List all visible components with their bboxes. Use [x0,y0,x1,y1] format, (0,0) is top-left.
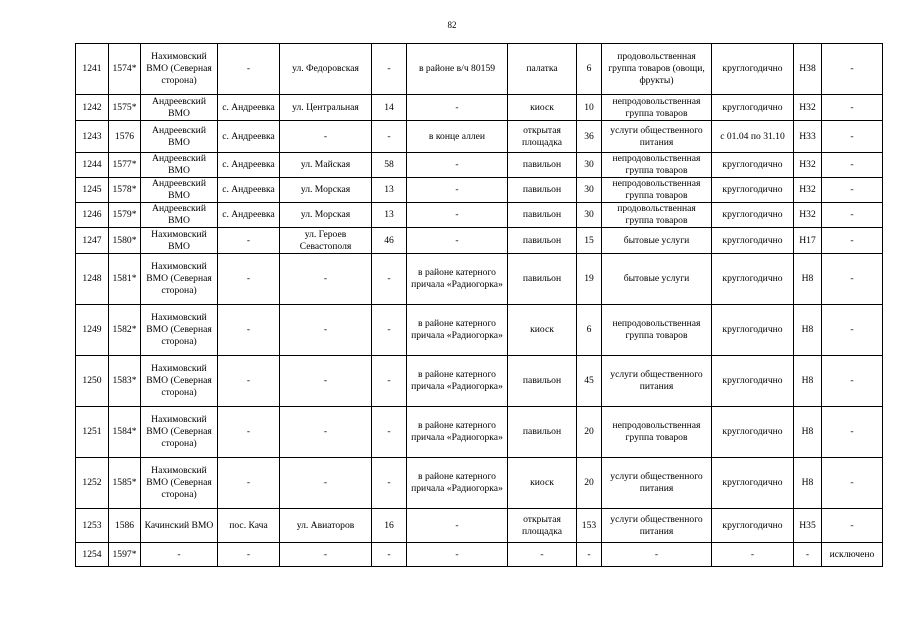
cell-type: - [508,543,577,567]
cell-specialization: услуги общественного питания [602,121,712,153]
table-row [76,44,883,95]
cell-note: - [822,254,883,305]
cell-code: Н33 [794,121,822,153]
cell-street: ул. Морская [280,203,372,228]
cell-settlement: с. Андреевка [218,153,280,178]
cell-period: круглогодично [712,203,794,228]
cell-district: Нахимовский ВМО (Северная сторона) [141,356,218,407]
cell-id: 1584* [109,407,141,458]
cell-num: 1251 [76,407,109,458]
cell-street: - [280,543,372,567]
cell-area: 153 [577,509,602,543]
cell-code: - [794,543,822,567]
cell-code: Н8 [794,305,822,356]
cell-specialization: непродовольственная группа товаров [602,305,712,356]
cell-settlement: с. Андреевка [218,203,280,228]
cell-district: Андреевский ВМО [141,203,218,228]
cell-note: - [822,407,883,458]
cell-landmark: в конце аллеи [407,121,508,153]
cell-house: - [372,121,407,153]
cell-code: Н8 [794,356,822,407]
cell-type: павильон [508,228,577,254]
cell-note: - [822,305,883,356]
cell-area: 19 [577,254,602,305]
cell-id: 1586 [109,509,141,543]
cell-landmark: в районе в/ч 80159 [407,44,508,95]
cell-code: Н32 [794,95,822,121]
cell-period: круглогодично [712,356,794,407]
cell-house: 13 [372,178,407,203]
cell-period: круглогодично [712,254,794,305]
cell-note: - [822,203,883,228]
table-row [76,228,883,254]
table-row [76,95,883,121]
cell-street: - [280,356,372,407]
cell-id: 1575* [109,95,141,121]
cell-specialization: бытовые услуги [602,254,712,305]
cell-id: 1579* [109,203,141,228]
cell-house: 13 [372,203,407,228]
cell-settlement: - [218,407,280,458]
cell-type: павильон [508,254,577,305]
cell-id: 1581* [109,254,141,305]
cell-num: 1244 [76,153,109,178]
cell-type: палатка [508,44,577,95]
cell-street: - [280,305,372,356]
cell-specialization: - [602,543,712,567]
cell-area: 30 [577,203,602,228]
cell-note: - [822,458,883,509]
cell-id: 1578* [109,178,141,203]
cell-district: Нахимовский ВМО (Северная сторона) [141,458,218,509]
cell-landmark: - [407,153,508,178]
cell-note: - [822,153,883,178]
cell-period: круглогодично [712,95,794,121]
cell-house: - [372,305,407,356]
cell-code: Н35 [794,509,822,543]
cell-num: 1246 [76,203,109,228]
cell-settlement: - [218,305,280,356]
cell-area: 15 [577,228,602,254]
cell-landmark: - [407,509,508,543]
cell-period: круглогодично [712,178,794,203]
cell-num: 1242 [76,95,109,121]
cell-district: Андреевский ВМО [141,153,218,178]
cell-num: 1254 [76,543,109,567]
table-row [76,153,883,178]
cell-code: Н32 [794,203,822,228]
cell-type: павильон [508,178,577,203]
cell-note: - [822,509,883,543]
cell-period: круглогодично [712,458,794,509]
cell-id: 1580* [109,228,141,254]
cell-period: круглогодично [712,509,794,543]
cell-period: круглогодично [712,44,794,95]
cell-house: - [372,458,407,509]
cell-street: ул. Авиаторов [280,509,372,543]
cell-id: 1577* [109,153,141,178]
cell-code: Н8 [794,407,822,458]
table-body [76,44,883,567]
cell-area: - [577,543,602,567]
cell-note: - [822,356,883,407]
cell-type: открытая площадка [508,121,577,153]
table-row [76,203,883,228]
cell-id: 1576 [109,121,141,153]
table-row [76,121,883,153]
cell-specialization: продовольственная группа товаров (овощи, фрукты) [602,44,712,95]
cell-num: 1249 [76,305,109,356]
cell-specialization: непродовольственная группа товаров [602,153,712,178]
cell-settlement: - [218,458,280,509]
cell-num: 1247 [76,228,109,254]
cell-landmark: - [407,543,508,567]
table-row [76,458,883,509]
cell-code: Н8 [794,254,822,305]
registry-table [75,43,883,567]
cell-district: Андреевский ВМО [141,178,218,203]
cell-period: круглогодично [712,228,794,254]
cell-settlement: пос. Кача [218,509,280,543]
cell-district: Андреевский ВМО [141,121,218,153]
cell-area: 45 [577,356,602,407]
cell-street: ул. Майская [280,153,372,178]
cell-district: Андреевский ВМО [141,95,218,121]
cell-street: ул. Морская [280,178,372,203]
cell-settlement: - [218,254,280,305]
cell-settlement: - [218,228,280,254]
cell-type: павильон [508,407,577,458]
cell-landmark: в районе катерного причала «Радиогорка» [407,356,508,407]
table-row [76,543,883,567]
cell-house: - [372,407,407,458]
cell-num: 1250 [76,356,109,407]
cell-id: 1583* [109,356,141,407]
table-row [76,254,883,305]
cell-note: - [822,95,883,121]
cell-district: - [141,543,218,567]
cell-period: круглогодично [712,305,794,356]
cell-id: 1597* [109,543,141,567]
cell-type: павильон [508,203,577,228]
cell-note: - [822,44,883,95]
cell-type: киоск [508,95,577,121]
page-number: 82 [447,20,457,30]
cell-settlement: с. Андреевка [218,95,280,121]
cell-code: Н38 [794,44,822,95]
cell-street: ул. Героев Севастополя [280,228,372,254]
cell-district: Качинский ВМО [141,509,218,543]
cell-specialization: продовольственная группа товаров [602,203,712,228]
cell-street: ул. Федоровская [280,44,372,95]
cell-house: 14 [372,95,407,121]
cell-specialization: услуги общественного питания [602,356,712,407]
table-row [76,509,883,543]
cell-house: - [372,543,407,567]
cell-district: Нахимовский ВМО (Северная сторона) [141,407,218,458]
cell-type: павильон [508,356,577,407]
cell-area: 30 [577,178,602,203]
table-row [76,407,883,458]
cell-street: - [280,407,372,458]
cell-area: 36 [577,121,602,153]
cell-street: - [280,458,372,509]
cell-settlement: с. Андреевка [218,178,280,203]
cell-code: Н32 [794,153,822,178]
cell-landmark: в районе катерного причала «Радиогорка» [407,407,508,458]
cell-area: 10 [577,95,602,121]
cell-landmark: в районе катерного причала «Радиогорка» [407,305,508,356]
cell-landmark: в районе катерного причала «Радиогорка» [407,254,508,305]
cell-district: Нахимовский ВМО [141,228,218,254]
cell-house: - [372,356,407,407]
cell-area: 6 [577,44,602,95]
cell-area: 6 [577,305,602,356]
cell-district: Нахимовский ВМО (Северная сторона) [141,305,218,356]
cell-code: Н17 [794,228,822,254]
cell-num: 1241 [76,44,109,95]
cell-landmark: - [407,203,508,228]
cell-num: 1243 [76,121,109,153]
cell-period: с 01.04 по 31.10 [712,121,794,153]
cell-type: открытая площадка [508,509,577,543]
cell-specialization: непродовольственная группа товаров [602,95,712,121]
cell-street: ул. Центральная [280,95,372,121]
cell-id: 1582* [109,305,141,356]
table-row [76,305,883,356]
cell-num: 1252 [76,458,109,509]
cell-code: Н32 [794,178,822,203]
cell-district: Нахимовский ВМО (Северная сторона) [141,254,218,305]
cell-area: 20 [577,458,602,509]
cell-note: - [822,228,883,254]
cell-landmark: - [407,178,508,203]
cell-period: круглогодично [712,407,794,458]
cell-specialization: непродовольственная группа товаров [602,407,712,458]
cell-type: киоск [508,458,577,509]
cell-specialization: непродовольственная группа товаров [602,178,712,203]
cell-settlement: - [218,44,280,95]
cell-period: круглогодично [712,153,794,178]
cell-specialization: бытовые услуги [602,228,712,254]
table-row [76,178,883,203]
cell-num: 1248 [76,254,109,305]
cell-period: - [712,543,794,567]
cell-house: 58 [372,153,407,178]
cell-type: павильон [508,153,577,178]
cell-street: - [280,121,372,153]
cell-note: - [822,121,883,153]
table-row [76,356,883,407]
cell-settlement: - [218,543,280,567]
cell-landmark: - [407,95,508,121]
cell-house: - [372,254,407,305]
cell-landmark: в районе катерного причала «Радиогорка» [407,458,508,509]
cell-num: 1253 [76,509,109,543]
cell-house: 16 [372,509,407,543]
cell-house: - [372,44,407,95]
cell-note: исключено [822,543,883,567]
cell-specialization: услуги общественного питания [602,509,712,543]
cell-house: 46 [372,228,407,254]
cell-note: - [822,178,883,203]
cell-area: 20 [577,407,602,458]
cell-area: 30 [577,153,602,178]
cell-landmark: - [407,228,508,254]
cell-type: киоск [508,305,577,356]
cell-id: 1574* [109,44,141,95]
cell-specialization: услуги общественного питания [602,458,712,509]
cell-id: 1585* [109,458,141,509]
cell-street: - [280,254,372,305]
cell-code: Н8 [794,458,822,509]
cell-num: 1245 [76,178,109,203]
cell-district: Нахимовский ВМО (Северная сторона) [141,44,218,95]
cell-settlement: с. Андреевка [218,121,280,153]
cell-settlement: - [218,356,280,407]
